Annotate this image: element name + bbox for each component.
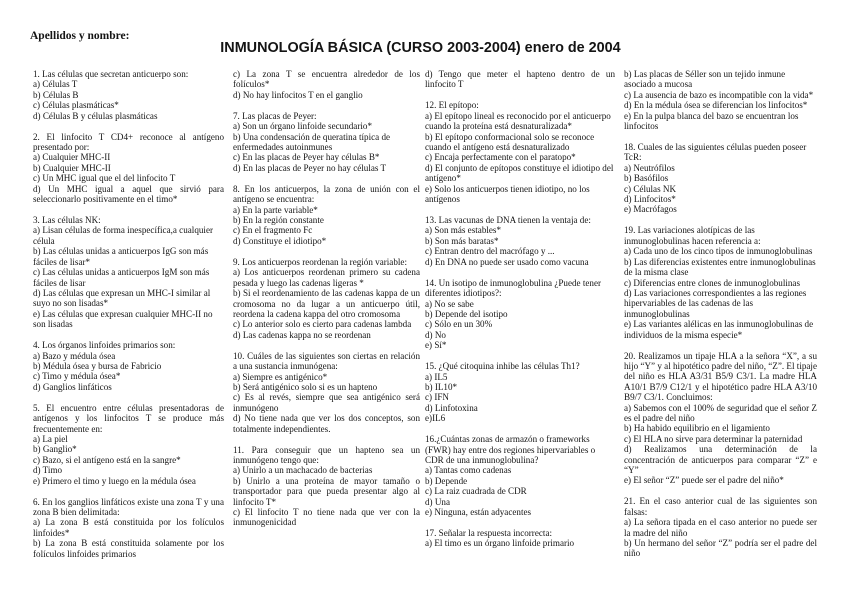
question-stem: 11. Para conseguir que un hapteno sea un inmunógeno tengo que:: [233, 444, 420, 465]
answer-option: e) El señor “Z” puede ser el padre del niño*: [624, 475, 784, 486]
question-stem: 4. Los órganos linfoides primarios son:: [33, 340, 176, 351]
question-5: [33, 403, 224, 486]
question-17-continued: [624, 69, 817, 131]
question-20: [624, 351, 817, 486]
answer-option: e) Primero el timo y luego en la médula ósea: [33, 475, 196, 486]
question-stem: 9. Los anticuerpos reordenan la región variable:: [233, 256, 407, 267]
answer-option: d) No hay linfocitos T en el ganglio: [233, 89, 363, 100]
question-9: [233, 257, 420, 340]
question-stem: 20. Realizamos un tipaje HLA a la señora “X”, a su hijo “Y” y al hipotético padre del niño, “Z”. El tipaje del niño es HLA A3/31 B5/9 C3/1. La madre HLA A10/1 B7/9 C12/1 y el hipotético padre HLA A3/10 B9/7 C3/1. Concluimos:: [624, 350, 817, 403]
answer-option: a) Cada uno de los cinco tipos de inmunoglobulinas: [624, 246, 813, 257]
question-18: [624, 142, 817, 215]
document-title: INMUNOLOGÍA BÁSICA (CURSO 2003-2004) enero de 2004: [220, 40, 621, 56]
answer-option: b) Un hermano del señor “Z” podría ser el padre del niño: [624, 538, 817, 559]
answer-option: b) En la región constante: [233, 215, 324, 226]
answer-option: b) El epítopo conformacional solo se reconoce cuando el antígeno está desnaturalizado: [425, 131, 595, 153]
answer-option: a) El epítopo lineal es reconocido por el anticuerpo cuando la proteína está desnaturalizada*: [425, 110, 611, 132]
question-stem: 16.¿Cuántas zonas de armazón o frameworks (FWR) hay entre dos regiones hipervariables o CDR de una inmunoglobulina?: [425, 434, 596, 465]
question-21: [624, 496, 817, 558]
answer-option: e)IL6: [425, 413, 446, 424]
answer-option: d) Las cadenas kappa no se reordenan: [233, 329, 371, 340]
answer-option: c) IFN: [425, 392, 449, 403]
answer-option: d) En DNA no puede ser usado como vacuna: [425, 256, 589, 267]
answer-option: d) El conjunto de epítopos constituye el idiotipo del antígeno*: [425, 162, 614, 184]
answer-option: b) Unirlo a una proteína de mayor tamaño o transportador para que pueda presentar algo al linfocito T*: [233, 475, 420, 507]
question-6: [33, 497, 224, 559]
answer-option: d) No tiene nada que ver los dos conceptos, son totalmente independientes.: [233, 413, 420, 434]
answer-option: c) Sólo en un 30%: [425, 319, 493, 330]
answer-option: d) Linfocitos*: [624, 194, 676, 205]
answer-option: a) Células T: [33, 79, 78, 90]
question-stem: 8. En los anticuerpos, la zona de unión con el antígeno se encuentra:: [233, 183, 420, 205]
answer-option: b) Células B: [33, 89, 79, 100]
answer-option: d) Una: [425, 496, 450, 507]
answer-option: d) En las placas de Peyer no hay células T: [233, 162, 387, 173]
question-stem: 15. ¿Qué citoquina inhibe las células Th1?: [425, 361, 580, 372]
answer-option: a) La zona B está constituida por los folículos linfoides*: [33, 517, 224, 538]
column-3: [425, 69, 615, 549]
question-stem: 10. Cuáles de las siguientes son ciertas en relación a una sustancia inmunógena:: [233, 350, 420, 372]
answer-option: b) Son más baratas*: [425, 235, 499, 246]
question-7: [233, 111, 420, 173]
answer-option: e) En la pulpa blanca del bazo se encuentran los linfocitos: [624, 110, 799, 132]
answer-option: a) Unirlo a un machacado de bacterias: [233, 465, 373, 476]
answer-option: c) En el fragmento Fc: [233, 225, 313, 236]
question-4: [33, 340, 224, 392]
answer-option: a) Neutrófilos: [624, 162, 675, 173]
answer-option: c) Las células unidas a anticuerpos IgM son más fáciles de lisar: [33, 267, 210, 288]
answer-option: a) Bazo y médula ósea: [33, 350, 116, 361]
answer-option: d) Ganglios linfáticos: [33, 381, 112, 392]
answer-option: a) Son un órgano linfoide secundario*: [233, 121, 372, 132]
question-14: [425, 278, 615, 351]
question-15: [425, 361, 615, 423]
name-label: Apellidos y nombre:: [30, 30, 130, 42]
answer-option: a) Sabemos con el 100% de seguridad que el señor Z es el padre del niño: [624, 402, 817, 423]
answer-option: d) Las células que expresan un MHC-I similar al suyo no son lisadas*: [33, 287, 211, 309]
question-stem: 3. Las células NK:: [33, 215, 101, 226]
answer-option: e) Ninguna, están adyacentes: [425, 507, 532, 517]
answer-option: c) Es al revés, siempre que sea antigénico será inmunógeno: [233, 392, 420, 413]
question-stem: 7. Las placas de Peyer:: [233, 110, 317, 121]
answer-option: b) Depende del isotipo: [425, 308, 508, 319]
question-8: [233, 184, 420, 246]
answer-option: a) La piel: [33, 433, 68, 444]
question-11: [233, 445, 420, 528]
answer-option: a) Son más estables*: [425, 225, 502, 236]
answer-option: a) Tantas como cadenas: [425, 465, 512, 476]
answer-option: b) Las placas de Séller son un tejido inmune asociado a mucosa: [624, 69, 786, 90]
answer-option: e) Sí*: [425, 340, 447, 351]
answer-option: c) Un MHC igual que el del linfocito T: [33, 173, 176, 184]
answer-option: c) Diferencias entre clones de inmunoglobulinas: [624, 277, 801, 288]
answer-option: a) Los anticuerpos reordenan primero su cadena pesada y luego las cadenas ligeras *: [233, 267, 420, 288]
answer-option: b) Si el reordenamiento de las cadenas kappa de un cromosoma no da lugar a un anticuerpo útil, reordena la cadena kappa del otro cromosoma: [233, 288, 420, 319]
answer-option: c) Células plasmáticas*: [33, 100, 119, 111]
question-stem: 14. Un isotipo de inmunoglobulina ¿Puede tener diferentes idiotipos?:: [425, 277, 602, 299]
answer-option: d) Células B y células plasmáticas: [33, 110, 158, 121]
question-2: [33, 132, 224, 205]
answer-option: c) Entran dentro del macrófago y ...: [425, 246, 555, 257]
answer-option: e) Solo los anticuerpos tienen idiotipo, no los antígenos: [425, 183, 590, 205]
answer-option: d) Un MHC igual a aquel que sirvió para seleccionarlo positivamente en el timo*: [33, 183, 224, 205]
answer-option: a) IL5: [425, 371, 448, 382]
answer-option: a) El timo es un órgano linfoide primario: [425, 538, 575, 549]
answer-option: c) En las placas de Peyer hay células B*: [233, 152, 380, 163]
answer-option: b) Depende: [425, 475, 468, 486]
answer-option: b) IL10*: [425, 381, 458, 392]
question-10: [233, 351, 420, 434]
question-11-continued: [425, 69, 615, 90]
question-stem: 19. Las variaciones alotípicas de las inmunoglobulinas hacen referencia a:: [624, 225, 761, 246]
answer-option: a) En la parte variable*: [233, 204, 318, 215]
answer-option: d) No: [425, 329, 446, 340]
answer-option: d) En la médula ósea se diferencian los linfocitos*: [624, 100, 808, 111]
answer-option: d) Las variaciones correspondientes a las regiones hipervariables de las cadenas de las inmunoglobulinas: [624, 287, 807, 319]
question-12: [425, 100, 615, 204]
answer-option: e) Las células que expresan cualquier MHC-II no son lisadas: [33, 308, 213, 330]
answer-option: e) Macrófagos: [624, 204, 677, 215]
answer-option: b) Las células unidas a anticuerpos IgG son más fáciles de lisar*: [33, 246, 209, 267]
column-1: [33, 69, 224, 559]
answer-option: c) Timo y médula ósea*: [33, 371, 121, 382]
answer-option: c) Lo anterior solo es cierto para cadenas lambda: [233, 319, 412, 330]
answer-option: c) Células NK: [624, 183, 677, 194]
answer-option: c) El HLA no sirve para determinar la paternidad: [624, 433, 803, 444]
question-stem: 1. Las células que secretan anticuerpo son:: [33, 69, 189, 79]
question-stem: 2. El linfocito T CD4+ reconoce al antígeno presentado por:: [33, 131, 224, 153]
answer-option: c) Encaja perfectamente con el paratopo*: [425, 152, 576, 163]
answer-option: b) Cualquier MHC-II: [33, 162, 111, 173]
answer-option: b) Basófilos: [624, 173, 669, 184]
answer-option: b) Será antigénico solo si es un hapteno: [233, 381, 378, 392]
answer-option: c) La raiz cuadrada de CDR: [425, 486, 527, 497]
answer-option: c) El linfocito T no tiene nada que ver con la inmunogenicidad: [233, 507, 420, 528]
question-stem: 12. El epítopo:: [425, 100, 479, 111]
question-19: [624, 225, 817, 339]
answer-option: a) La señora tipada en el caso anterior no puede ser la madre del niño: [624, 517, 817, 538]
answer-option: c) La zona T se encuentra alrededor de los folículos*: [233, 69, 420, 90]
answer-option: a) No se sabe: [425, 298, 474, 309]
answer-option: d) Timo: [33, 465, 63, 476]
answer-option: b) Una condensación de queratina típica de enfermedades autoinmunes: [233, 131, 391, 153]
answer-option: b) Médula ósea y bursa de Fabricio: [33, 360, 162, 371]
question-stem: 21. En el caso anterior cual de las siguientes son falsas:: [624, 496, 817, 517]
answer-option: a) Lisan células de forma inespecífica,a cualquier célula: [33, 225, 214, 246]
answer-option: e) Las variantes alélicas en las inmunoglobulinas de individuos de la misma especie*: [624, 319, 814, 340]
answer-option: c) La ausencia de bazo es incompatible con la vida*: [624, 89, 814, 100]
question-stem: 17. Señalar la respuesta incorrecta:: [425, 528, 553, 538]
answer-option: a) Cualquier MHC-II: [33, 152, 111, 163]
answer-option: d) Realizamos una determinación de la concentración de anticuerpos para comparar “Z” e “Y”: [624, 444, 817, 475]
question-16: [425, 434, 615, 517]
question-stem: 18. Cuales de las siguientes células pueden poseer TcR:: [624, 142, 807, 163]
answer-option: a) Siempre es antigénico*: [233, 371, 328, 382]
answer-option: d) Tengo que meter el hapteno dentro de un linfocito T: [425, 69, 615, 90]
question-stem: 5. El encuentro entre células presentadoras de antígenos y los linfocitos T se produce más frecuentemente en:: [33, 402, 224, 434]
question-17: [425, 528, 615, 549]
column-4: [624, 69, 817, 559]
answer-option: b) Ha habido equilibrio en el ligamiento: [624, 423, 770, 434]
answer-option: c) Bazo, si el antígeno está en la sangre*: [33, 454, 181, 465]
question-stem: 13. Las vacunas de DNA tienen la ventaja de:: [425, 215, 591, 226]
answer-option: b) La zona B está constituida solamente por los folículos linfoides primarios: [33, 538, 224, 559]
question-13: [425, 215, 615, 267]
answer-option: b) Ganglio*: [33, 444, 77, 455]
answer-option: d) Linfotoxina: [425, 402, 478, 413]
answer-option: d) Constituye el idiotipo*: [233, 235, 327, 246]
question-stem: 6. En los ganglios linfáticos existe una zona T y una zona B bien delimitada:: [33, 496, 224, 517]
answer-option: b) Las diferencias existentes entre inmunoglobulinas de la misma clase: [624, 256, 816, 278]
column-2: [233, 69, 420, 528]
question-6-continued: [233, 69, 420, 100]
question-3: [33, 215, 224, 329]
question-1: [33, 69, 224, 121]
